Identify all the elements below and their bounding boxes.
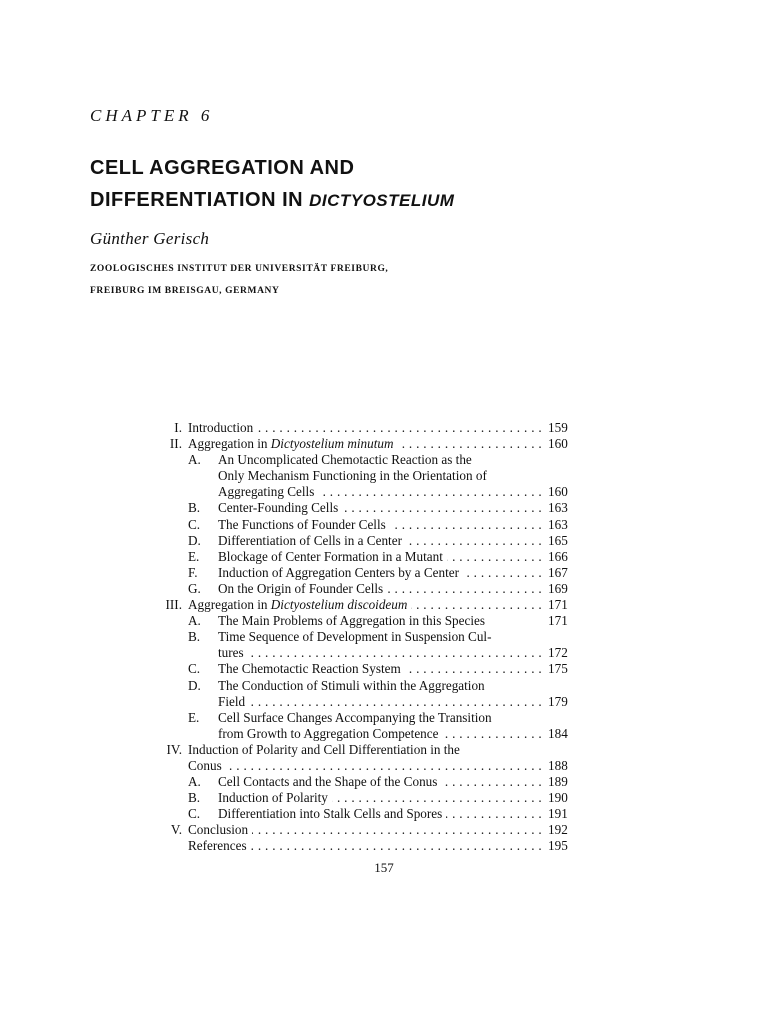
affiliation-line-2: FREIBURG IM BREISGAU, GERMANY [90,286,280,296]
toc-page-number: 191 [548,806,568,822]
toc-subsection-letter: C. [188,806,201,822]
toc-entry [130,517,586,533]
toc-entry [130,581,586,597]
toc-entry [130,565,586,581]
toc-entry-title: The Main Problems of Aggregation in this Species [218,613,542,629]
toc-entry-title: Induction of Aggregation Centers by a Center . . . [218,565,542,581]
toc-page-number: 171 [548,597,568,613]
toc-page-number: 167 [548,564,568,580]
toc-subsection-letter: B. [188,500,201,516]
toc-entry-title: Cell Surface Changes Accompanying the Transition [218,710,542,726]
toc-entry [130,533,586,549]
toc-page-number: 171 [548,613,568,629]
toc-entry-title: Conclusion . . . [188,822,542,838]
toc-entry [130,838,586,854]
toc-entry [130,661,586,677]
toc-page-number: 172 [548,645,568,661]
chapter-title-line-2 [90,189,454,212]
toc-page-number: 175 [548,661,568,677]
title-prefix: DIFFERENTIATION IN [90,189,304,211]
toc-subsection-letter: E. [188,709,200,725]
toc-entry-title: Introduction . . . [188,420,542,436]
toc-entry-title: Cell Contacts and the Shape of the Conus . . . [218,774,542,790]
toc-page-number: 160 [548,436,568,452]
toc-entry-title: The Conduction of Stimuli within the Aggregation [218,678,542,694]
toc-entry [130,678,586,694]
toc-entry-title: Differentiation of Cells in a Center . . . [218,533,542,549]
toc-entry [130,645,586,661]
toc-entry [130,774,586,790]
toc-page-number: 166 [548,548,568,564]
toc-page-number: 188 [548,757,568,773]
toc-entry [130,822,586,838]
toc-page-number: 195 [548,838,568,854]
toc-entry-title: Time Sequence of Development in Suspension Cul- [218,629,542,645]
toc-section-number: I. [174,420,182,435]
author-name: Günther Gerisch [90,229,210,248]
toc-entry-title: Center-Founding Cells . . . [218,500,542,516]
toc-subsection-letter: B. [188,790,201,806]
toc-entry-title: Aggregating Cells . . . [218,484,542,500]
toc-entry-title: Differentiation into Stalk Cells and Spores . . . [218,806,542,822]
toc-subsection-letter: C. [188,516,201,532]
toc-subsection-letter: G. [188,580,201,596]
toc-subsection-letter: A. [188,774,201,790]
toc-entry [130,597,586,613]
toc-entry [130,806,586,822]
toc-section-number: III. [165,597,182,613]
toc-entry [130,629,586,645]
toc-entry-title: Induction of Polarity . . . [218,790,542,806]
toc-page-number: 192 [548,822,568,838]
toc-entry [130,500,586,516]
toc-entry-title: The Functions of Founder Cells . . . [218,517,542,533]
toc-entry [130,742,586,758]
toc-entry [130,758,586,774]
toc-entry-title: Field . . . [218,694,542,710]
toc-entry [130,436,586,452]
toc-page-number: 189 [548,774,568,790]
toc-section-number: V. [170,822,182,838]
toc-entry-title: References . . . [188,838,542,854]
toc-page-number: 165 [548,532,568,548]
toc-page-number: 163 [548,500,568,516]
toc-entry-title: Only Mechanism Functioning in the Orientation of [218,468,542,484]
toc-subsection-letter: E. [188,548,200,564]
toc-entry-title: The Chemotactic Reaction System . . . [218,661,542,677]
toc-subsection-letter: B. [188,629,201,645]
toc-entry [130,694,586,710]
toc-entry [130,420,586,436]
toc-entry-title: Induction of Polarity and Cell Differentiation in the [188,742,542,758]
toc-section-number: IV. [166,741,182,757]
toc-entry-title: On the Origin of Founder Cells . . . [218,581,542,597]
toc-page-number: 163 [548,516,568,532]
toc-page-number: 169 [548,580,568,596]
toc-entry-title: from Growth to Aggregation Competence . . . [218,726,542,742]
toc-subsection-letter: D. [188,677,201,693]
toc-entry-title: Aggregation in Dictyostelium discoideum . . . [188,597,542,613]
toc-entry-title: Conus . . . [188,758,542,774]
toc-subsection-letter: A. [188,452,201,468]
toc-section-number: II. [169,436,182,452]
toc-page-number: 190 [548,790,568,806]
toc-entry [130,790,586,806]
toc-entry-title: Blockage of Center Formation in a Mutant . . . [218,549,542,565]
toc-page-number: 179 [548,693,568,709]
toc-page-number: 159 [548,420,568,435]
toc-entry [130,484,586,500]
table-of-contents [130,420,586,855]
title-italic-genus: DICTYOSTELIUM [309,191,455,210]
chapter-title-line-1: CELL AGGREGATION AND [90,157,355,179]
toc-page-number: 184 [548,725,568,741]
toc-entry [130,710,586,726]
toc-entry [130,452,586,468]
toc-entry [130,468,586,484]
toc-subsection-letter: F. [188,564,198,580]
toc-entry-title: Aggregation in Dictyostelium minutum . . . [188,436,542,452]
toc-subsection-letter: D. [188,532,201,548]
toc-entry-title: An Uncomplicated Chemotactic Reaction as the [218,452,542,468]
toc-entry-title: tures . . . [218,645,542,661]
page-number: 157 [374,860,394,875]
toc-entry [130,613,586,629]
chapter-label: CHAPTER 6 [90,106,214,125]
affiliation-line-1: ZOOLOGISCHES INSTITUT DER UNIVERSITÄT FREIBURG, [90,264,389,274]
toc-subsection-letter: C. [188,661,201,677]
toc-page-number: 160 [548,484,568,500]
toc-entry [130,726,586,742]
toc-subsection-letter: A. [188,613,201,629]
toc-entry [130,549,586,565]
